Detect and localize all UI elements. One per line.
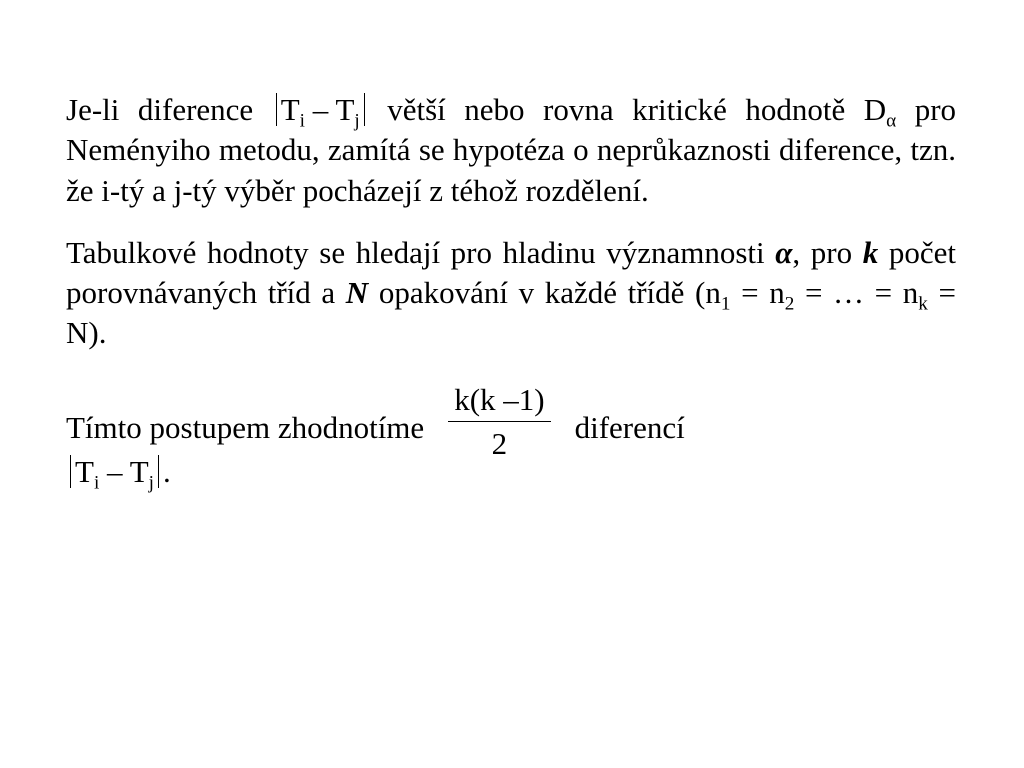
paragraph-nemenyi-criterion (66, 90, 956, 211)
abs-bar-left (276, 93, 277, 126)
subscript-j: j (148, 472, 155, 494)
subscript-2: 2 (784, 293, 795, 315)
symbol-n: N (345, 275, 369, 311)
minus-sign: – (107, 454, 123, 490)
text-segment: = … = n (794, 275, 919, 311)
subscript-i: i (299, 110, 305, 132)
symbol-alpha: α (775, 234, 793, 270)
text-segment: = n (730, 275, 785, 311)
symbol-t: T (335, 92, 355, 127)
fraction-denominator: 2 (491, 426, 508, 462)
text-segment: opakování v každé třídě (n (378, 275, 721, 311)
paragraph-evaluation (66, 381, 956, 494)
text-segment: , pro (792, 234, 853, 270)
abs-bar-right (364, 93, 365, 126)
slide-content (66, 90, 956, 492)
text-segment: diferencí (574, 409, 685, 445)
text-segment: = N). (66, 275, 956, 351)
fraction (448, 382, 550, 462)
text-segment: pro Neményiho metodu, zamítá se hypotéza o neprůkaznosti diference, tzn. že i-tý a j-tý výběr pocházejí z téhož rozdělení. (66, 92, 957, 208)
subscript-k: k (918, 293, 928, 315)
text-segment: počet porovnávaných tříd a (66, 234, 957, 311)
symbol-t: T (75, 454, 94, 490)
text-segment: Tabulkové hodnoty se hledají pro hladinu významnosti (66, 234, 765, 270)
symbol-t: T (129, 454, 149, 490)
paragraph-table-values (66, 233, 956, 354)
subscript-1: 1 (720, 293, 731, 315)
subscript-alpha: α (886, 110, 897, 132)
minus-sign: – (312, 92, 329, 127)
text-segment: Je-li diference (66, 92, 254, 127)
fraction-numerator: k(k –1) (448, 382, 550, 423)
abs-bar-right (158, 455, 159, 488)
text-segment: větší nebo rovna kritické hodnotě D (387, 92, 887, 127)
subscript-i: i (93, 472, 100, 494)
subscript-j: j (354, 110, 360, 132)
period: . (163, 454, 171, 490)
text-segment: Tímto postupem zhodnotíme (66, 409, 425, 445)
abs-bar-left (70, 455, 71, 488)
abs-difference (272, 90, 369, 130)
symbol-k: k (862, 234, 879, 270)
symbol-t: T (280, 92, 300, 127)
abs-difference (66, 452, 163, 492)
